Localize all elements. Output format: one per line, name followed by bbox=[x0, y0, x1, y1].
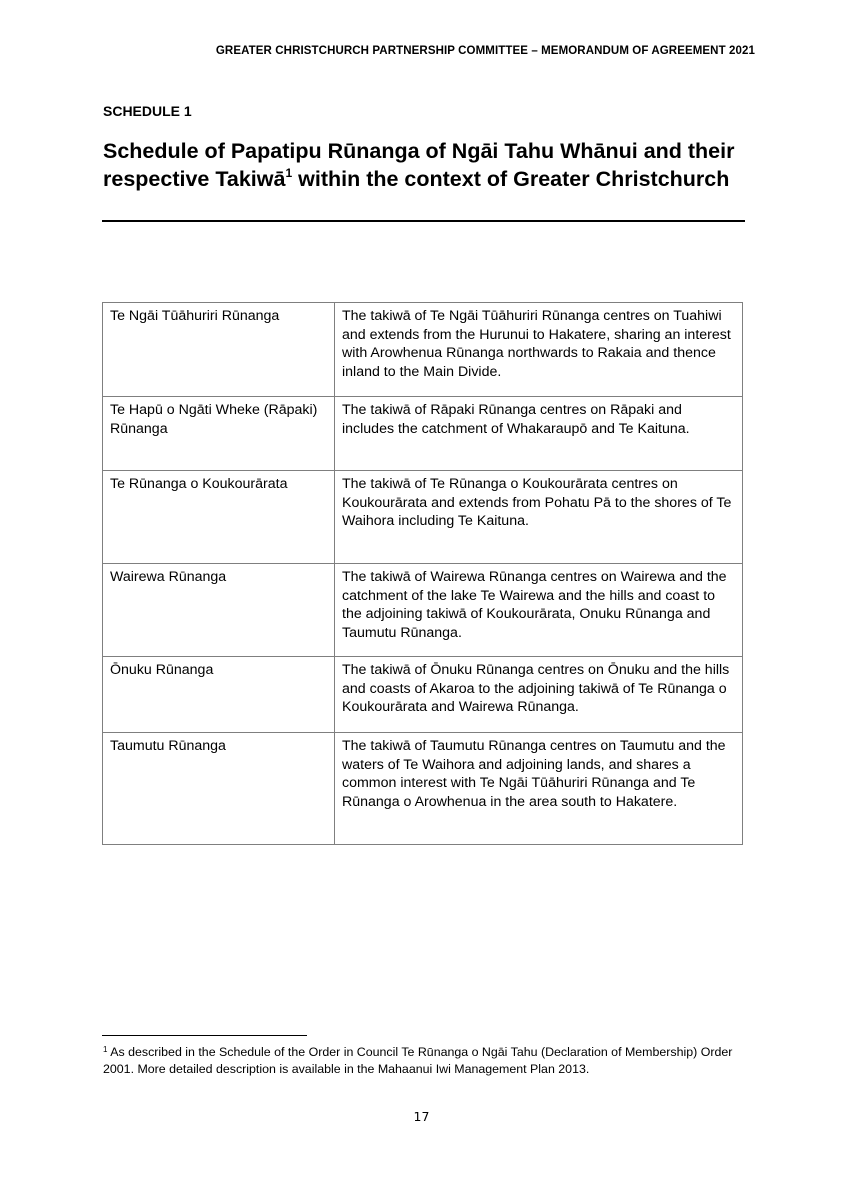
footnote-separator bbox=[102, 1035, 307, 1036]
takiwa-description-cell: The takiwā of Ōnuku Rūnanga centres on Ōnuku and the hills and coasts of Akaroa to the adjoining takiwā of Te Rūnanga o Koukourārata and Wairewa Rūnanga. bbox=[335, 657, 743, 733]
footnote-reference[interactable]: 1 bbox=[285, 165, 293, 180]
table-row bbox=[103, 657, 743, 733]
table-row bbox=[103, 471, 743, 564]
schedule-title bbox=[103, 138, 743, 193]
runanga-takiwa-table bbox=[102, 302, 743, 845]
footnote-text: As described in the Schedule of the Order in Council Te Rūnanga o Ngāi Tahu (Declaration of Membership) Order 2001. More detailed description is available in the Mahaanui Iwi Management Plan 2013. bbox=[103, 1045, 733, 1076]
table-row bbox=[103, 397, 743, 471]
footnote-marker: 1 bbox=[103, 1045, 108, 1054]
runanga-name-cell: Te Rūnanga o Koukourārata bbox=[103, 471, 335, 564]
schedule-title-part1: Schedule of Papatipu Rūnanga of Ngāi Tahu Whānui and their respective Takiwā bbox=[103, 139, 735, 191]
running-header: GREATER CHRISTCHURCH PARTNERSHIP COMMITTEE – MEMORANDUM OF AGREEMENT 2021 bbox=[215, 45, 755, 57]
takiwa-description-cell: The takiwā of Rāpaki Rūnanga centres on Rāpaki and includes the catchment of Whakaraupō and Te Kaituna. bbox=[335, 397, 743, 471]
table-row bbox=[103, 733, 743, 845]
takiwa-description-cell: The takiwā of Taumutu Rūnanga centres on Taumutu and the waters of Te Waihora and adjoining lands, and shares a common interest with Te Ngāi Tūāhuriri Rūnanga and Te Rūnanga o Arowhenua in the area south to Hakatere. bbox=[335, 733, 743, 845]
footnote bbox=[103, 1044, 743, 1077]
runanga-name-cell: Wairewa Rūnanga bbox=[103, 564, 335, 657]
takiwa-description-cell: The takiwā of Te Ngāi Tūāhuriri Rūnanga centres on Tuahiwi and extends from the Hurunui to Hakatere, sharing an interest with Arowhenua Rūnanga northwards to Rakaia and thence inland to the Main Divide. bbox=[335, 303, 743, 397]
runanga-name-cell: Ōnuku Rūnanga bbox=[103, 657, 335, 733]
schedule-label: SCHEDULE 1 bbox=[103, 103, 192, 119]
runanga-name-cell: Te Ngāi Tūāhuriri Rūnanga bbox=[103, 303, 335, 397]
takiwa-description-cell: The takiwā of Wairewa Rūnanga centres on Wairewa and the catchment of the lake Te Wairewa and the hills and coast to the adjoining takiwā of Koukourārata, Onuku Rūnanga and Taumutu Rūnanga. bbox=[335, 564, 743, 657]
table-row bbox=[103, 303, 743, 397]
takiwa-description-cell: The takiwā of Te Rūnanga o Koukourārata centres on Koukourārata and extends from Pohatu Pā to the shores of Te Waihora including Te Kaituna. bbox=[335, 471, 743, 564]
schedule-title-part2: within the context of Greater Christchurch bbox=[292, 166, 730, 191]
runanga-name-cell: Taumutu Rūnanga bbox=[103, 733, 335, 845]
runanga-name-cell: Te Hapū o Ngāti Wheke (Rāpaki) Rūnanga bbox=[103, 397, 335, 471]
page-number: 17 bbox=[413, 1109, 430, 1124]
table-row bbox=[103, 564, 743, 657]
title-underline bbox=[102, 220, 745, 222]
